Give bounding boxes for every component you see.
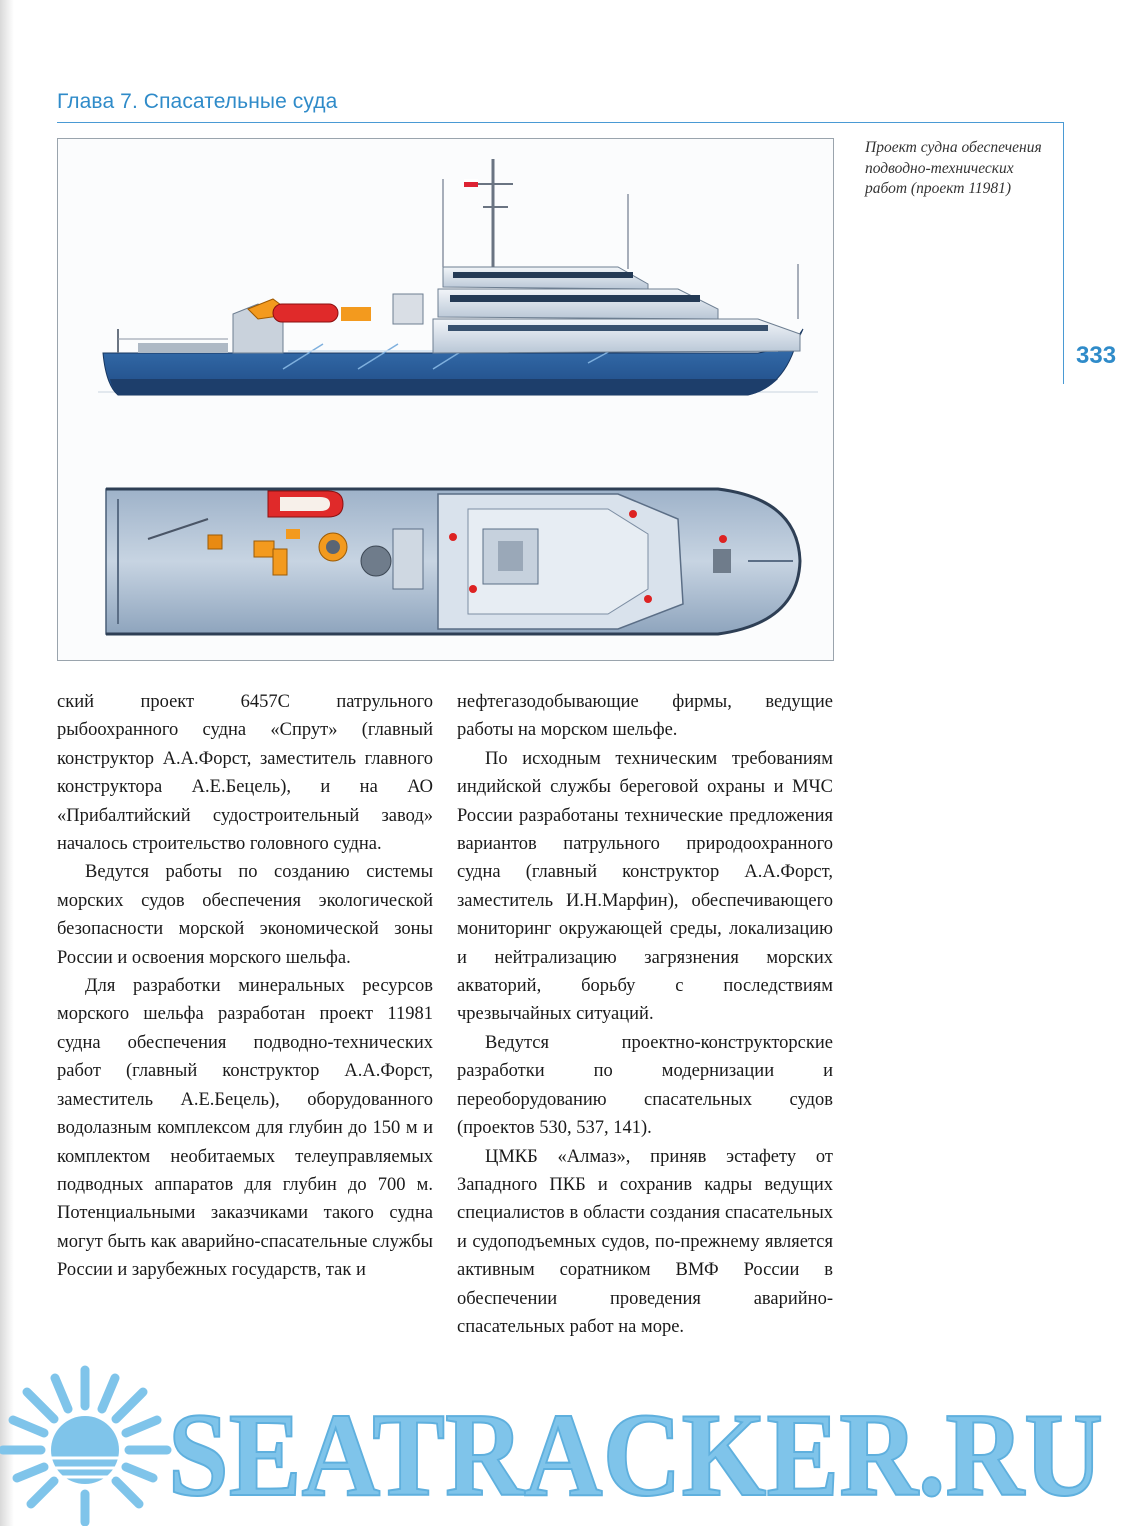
ship-illustration xyxy=(57,138,834,661)
margin-rule xyxy=(1063,122,1064,384)
chapter-title: Глава 7. Спасательные суда xyxy=(57,90,338,113)
text-column-right xyxy=(457,688,833,1341)
watermark-text: SEATRACKER.RU xyxy=(168,1388,1103,1521)
page-number: 333 xyxy=(1076,342,1117,369)
header-rule xyxy=(57,122,1064,123)
sun-icon xyxy=(3,1370,167,1522)
page-edge-shadow xyxy=(0,0,14,1526)
text-column-left xyxy=(57,688,433,1285)
paragraph: ский проект 6457С патрульного рыбоохранного судна «Спрут» (главный конструктор А.А.Форст, заместитель главного конструктора А.Е.Бецель), и на АО «Прибалтийский судостроительный завод» началось строительство головного судна. xyxy=(57,692,433,855)
paragraph: Ведутся проектно-конструкторские разработки по модернизации и переоборудованию спасательных судов (проектов 530, 537, 141). xyxy=(457,1032,833,1139)
paragraph: Для разработки минеральных ресурсов морского шельфа разработан проект 11981 судна обеспечения подводно-технических работ (главный конструктор А.А.Форст, заместитель А.Е.Бецель), оборудованного водолазным комплексом для глубин до 150 м и комплектом необитаемых телеуправляемых подводных аппаратов для глубин до 700 м. Потенциальными заказчиками такого судна могут быть как аварийно-спасательные службы России и зарубежных государств, так и xyxy=(57,976,433,1281)
watermark xyxy=(0,1355,1133,1526)
ship-side-view xyxy=(98,159,818,395)
figure-caption: Проект судна обеспечения подводно-технических работ (проект 11981) xyxy=(865,139,1042,197)
ship-plan-view xyxy=(106,489,800,634)
paragraph: ЦМКБ «Алмаз», приняв эстафету от Западного ПКБ и сохранив кадры ведущих специалистов в области создания спасательных и судоподъемных судов, по-прежнему является активным соратником ВМФ России в обеспечении проведения аварийно-спасательных работ на море. xyxy=(457,1146,833,1337)
ship-drawing xyxy=(58,139,835,662)
paragraph: нефтегазодобывающие фирмы, ведущие работы на морском шельфе. xyxy=(457,692,833,741)
paragraph: Ведутся работы по созданию системы морских судов обеспечения экологической безопасности морской экономической зоны России и освоения морского шельфа. xyxy=(57,862,433,968)
paragraph: По исходным техническим требованиям индийской службы береговой охраны и МЧС России разработаны технические предложения вариантов патрульного природоохранного судна (главный конструктор А.А.Форст, заместитель И.Н.Марфин), обеспечивающего мониторинг окружающей среды, локализацию и нейтрализацию загрязнения морских акваторий, борьбу с последствиям чрезвычайных ситуаций. xyxy=(457,748,833,1025)
watermark-graphic xyxy=(0,1355,1133,1526)
